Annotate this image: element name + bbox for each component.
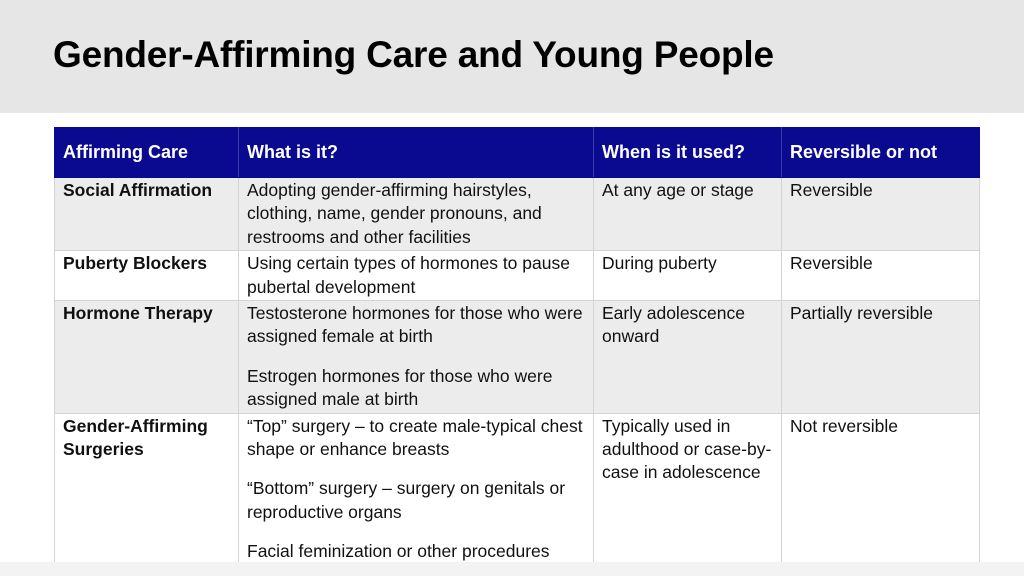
care-reversibility: Not reversible (782, 413, 980, 565)
header-affirming-care: Affirming Care (55, 128, 239, 178)
bottom-strip (0, 562, 1024, 576)
care-when-used: During puberty (594, 251, 782, 301)
care-table-container (54, 127, 979, 566)
description-paragraph: Adopting gender-affirming hairstyles, clothing, name, gender pronouns, and restrooms and other facilities (247, 180, 542, 247)
table-row (55, 413, 980, 565)
care-description (239, 178, 594, 251)
table-row (55, 301, 980, 414)
care-when-used: At any age or stage (594, 178, 782, 251)
description-paragraph: Estrogen hormones for those who were assigned male at birth (247, 365, 553, 410)
care-table (54, 127, 980, 566)
care-when-used: Typically used in adulthood or case-by-case in adolescence (594, 413, 782, 565)
care-name: Gender-Affirming Surgeries (55, 413, 239, 565)
header-reversible: Reversible or not (782, 128, 980, 178)
description-paragraph: “Bottom” surgery – surgery on genitals or reproductive organs (247, 478, 566, 522)
care-when-used: Early adolescence onward (594, 301, 782, 414)
table-header-row (55, 128, 980, 178)
slide-title: Gender-Affirming Care and Young People (53, 34, 774, 75)
header-what-is-it: What is it? (239, 128, 594, 178)
description-paragraph: Facial feminization or other procedures (247, 541, 550, 562)
care-description (239, 413, 594, 565)
title-band (0, 0, 1024, 113)
description-paragraph: Testosterone hormones for those who were assigned female at birth (247, 303, 583, 347)
care-reversibility: Reversible (782, 178, 980, 251)
care-name: Puberty Blockers (55, 251, 239, 301)
care-reversibility: Partially reversible (782, 301, 980, 414)
care-reversibility: Reversible (782, 251, 980, 301)
care-description (239, 301, 594, 414)
care-name: Hormone Therapy (55, 301, 239, 414)
description-paragraph: Using certain types of hormones to pause pubertal development (247, 253, 570, 297)
table-row (55, 251, 980, 301)
table-row (55, 178, 980, 251)
care-description (239, 251, 594, 301)
care-name: Social Affirmation (55, 178, 239, 251)
description-paragraph: “Top” surgery – to create male-typical chest shape or enhance breasts (247, 415, 583, 460)
header-when-used: When is it used? (594, 128, 782, 178)
